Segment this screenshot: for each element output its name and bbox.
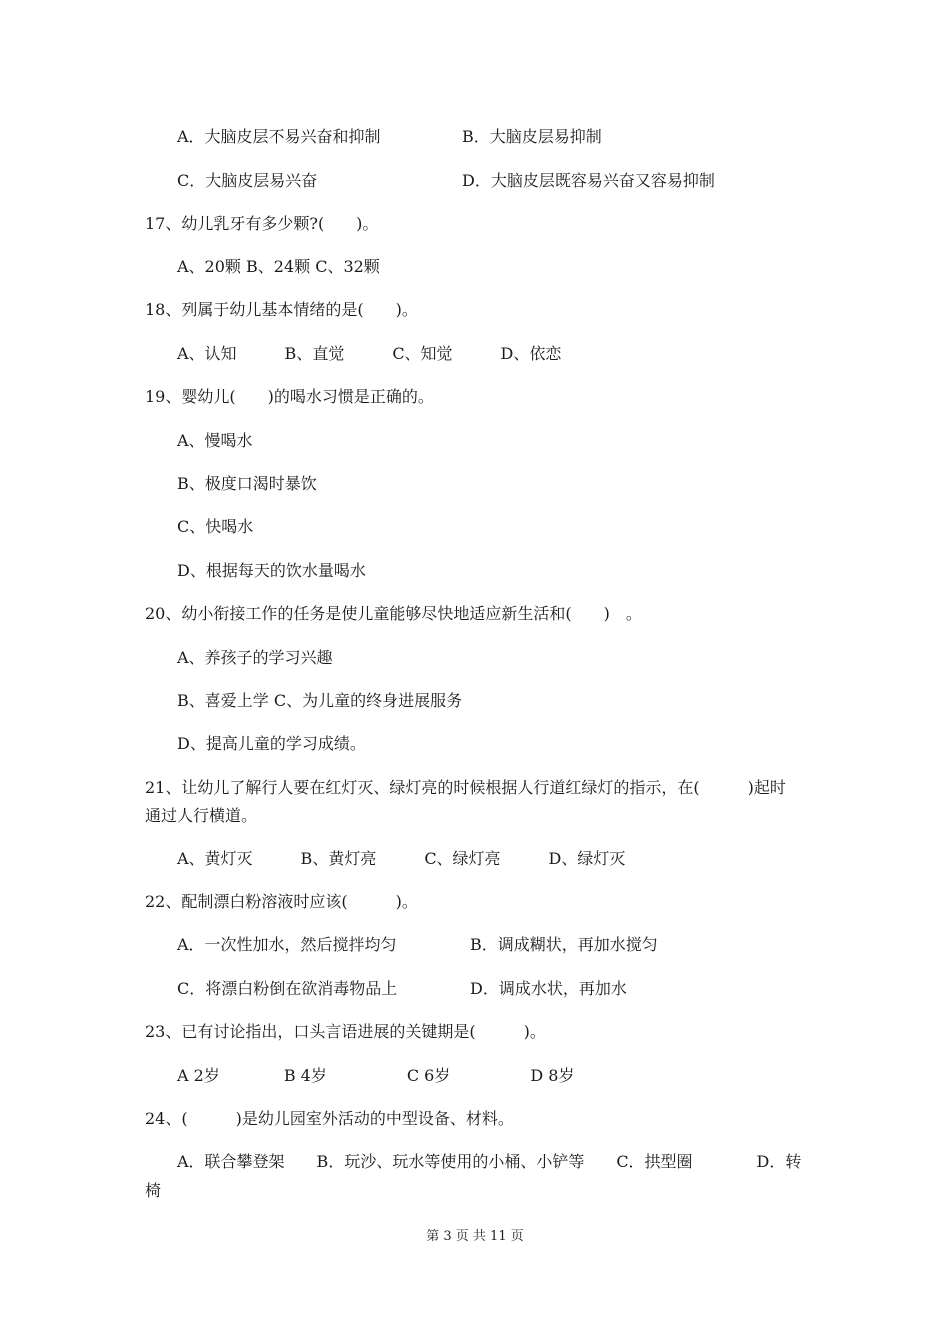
- q22-option-a: A．一次性加水，然后搅拌均匀: [177, 935, 397, 954]
- q21-stem-line2: 通过人行横道。: [145, 806, 258, 825]
- q19-option-b: B、极度口渴时暴饮: [177, 474, 317, 493]
- q24-options-line2: 椅: [145, 1181, 162, 1200]
- q20-option-bc: B、喜爱上学 C、为儿童的终身进展服务: [177, 691, 463, 710]
- q24-stem: 24、( )是幼儿园室外活动的中型设备、材料。: [145, 1109, 514, 1128]
- q24-options-line1: A．联合攀登架 B．玩沙、玩水等使用的小桶、小铲等 C．拱型圈 D．转: [177, 1152, 802, 1171]
- q21-options: A、黄灯灭 B、黄灯亮 C、绿灯亮 D、绿灯灭: [177, 849, 626, 868]
- page-footer: 第 3 页 共 11 页: [426, 1229, 524, 1244]
- q21-stem-line1: 21、让幼儿了解行人要在红灯灭、绿灯亮的时候根据人行道红绿灯的指示，在( )起时: [145, 778, 786, 797]
- q17-stem: 17、幼儿乳牙有多少颗?( )。: [145, 214, 379, 233]
- q19-stem: 19、婴幼儿( )的喝水习惯是正确的。: [145, 387, 434, 406]
- q20-option-a: A、养孩子的学习兴趣: [177, 648, 333, 667]
- q22-option-c: C．将漂白粉倒在欲消毒物品上: [177, 979, 398, 998]
- q19-option-c: C、快喝水: [177, 517, 254, 536]
- q18-stem: 18、列属于幼儿基本情绪的是( )。: [145, 300, 418, 319]
- q22-option-b: B．调成糊状，再加水搅匀: [470, 935, 658, 954]
- q20-stem: 20、幼小衔接工作的任务是使儿童能够尽快地适应新生活和( ) 。: [145, 604, 642, 623]
- q17-options: A、20颗 B、24颗 C、32颗: [177, 257, 380, 276]
- q16-option-d: D．大脑皮层既容易兴奋又容易抑制: [462, 171, 715, 190]
- q16-option-a: A．大脑皮层不易兴奋和抑制: [177, 127, 381, 146]
- q22-option-d: D．调成水状，再加水: [470, 979, 627, 998]
- q22-stem: 22、配制漂白粉溶液时应该( )。: [145, 892, 418, 911]
- q19-option-d: D、根据每天的饮水量喝水: [177, 561, 366, 580]
- q16-option-b: B．大脑皮层易抑制: [462, 127, 602, 146]
- q19-option-a: A、慢喝水: [177, 431, 253, 450]
- q23-stem: 23、已有讨论指出，口头言语进展的关键期是( )。: [145, 1022, 546, 1041]
- q18-options: A、认知 B、直觉 C、知觉 D、依恋: [177, 344, 562, 363]
- q16-option-c: C．大脑皮层易兴奋: [177, 171, 318, 190]
- q20-option-d: D、提高儿童的学习成绩。: [177, 734, 366, 753]
- q23-options: A 2岁 B 4岁 C 6岁 D 8岁: [177, 1066, 575, 1085]
